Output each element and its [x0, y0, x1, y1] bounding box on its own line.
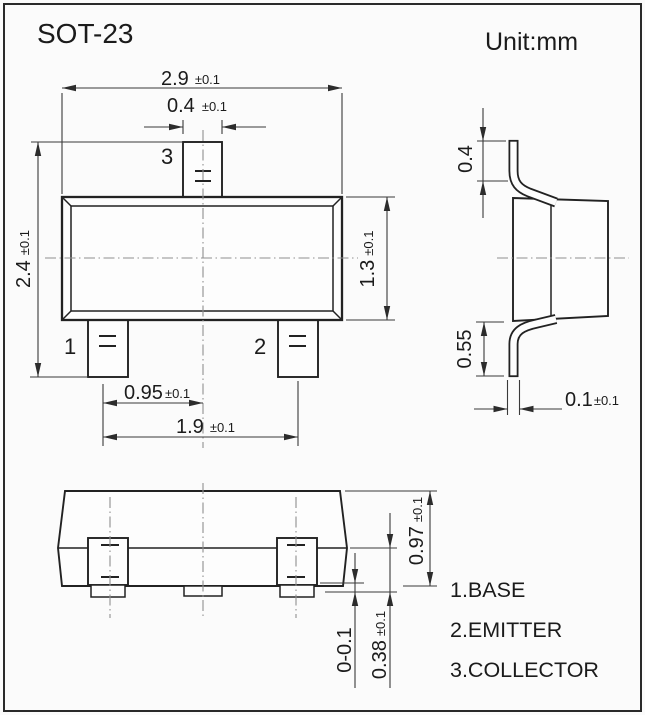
dim-lead-width-tol: ±0.1: [201, 99, 228, 114]
dim-lead-offset-tol: ±0.1: [164, 386, 191, 401]
dim-total-height-value: 2.4: [13, 260, 35, 289]
dim-lead-thickness-tol: ±0.1: [593, 393, 620, 408]
dim-lead-width-value: 0.4: [167, 95, 195, 117]
front-pin1-label: 1: [64, 334, 77, 359]
dim-lead-pitch-tol: ±0.1: [209, 420, 236, 435]
bottom-lead1: [88, 538, 128, 597]
dim-body-height-value: 1.3: [357, 259, 379, 288]
front-pin3-label: 3: [161, 144, 174, 169]
dim-lead-pitch-value: 1.9: [176, 416, 204, 438]
dim-lead-thickness-value: 0.1: [565, 389, 593, 411]
dim-side-lead-bottom-value: 0.55: [454, 329, 476, 369]
dim-body-width-tol: ±0.1: [194, 72, 221, 87]
side-body: [513, 198, 608, 321]
pin1-function: 1.BASE: [450, 578, 526, 602]
front-pin2: [278, 320, 318, 377]
dim-standoff-value: 0-0.1: [334, 627, 356, 673]
svg-text:0.95±0.1: [124, 382, 190, 404]
dim-package-height-value: 0.97: [406, 526, 428, 566]
svg-text:0.97±0.1: [406, 497, 428, 565]
dim-body-width-value: 2.9: [161, 68, 189, 90]
pin2-function: 2.EMITTER: [450, 618, 563, 642]
dim-lead-offset-value: 0.95: [124, 382, 163, 404]
dim-side-lead-top-value: 0.4: [455, 145, 477, 173]
dim-bottom-lead-thickness-value: 0.38: [369, 640, 391, 680]
page-title: SOT-23: [37, 18, 134, 49]
front-pin1: [88, 320, 128, 377]
unit-label: Unit:mm: [485, 28, 579, 56]
dim-total-height-tol: ±0.1: [17, 229, 32, 256]
svg-text:0.38±0.1: [369, 611, 391, 679]
dim-bottom-lead-thickness-tol: ±0.1: [373, 610, 388, 637]
dim-body-height-tol: ±0.1: [361, 230, 376, 256]
svg-text:0.1±0.1: [565, 389, 619, 411]
dim-package-height-tol: ±0.1: [410, 496, 425, 523]
front-pin2-label: 2: [254, 334, 267, 359]
pin3-function: 3.COLLECTOR: [450, 658, 599, 682]
bottom-lead2: [277, 538, 317, 597]
